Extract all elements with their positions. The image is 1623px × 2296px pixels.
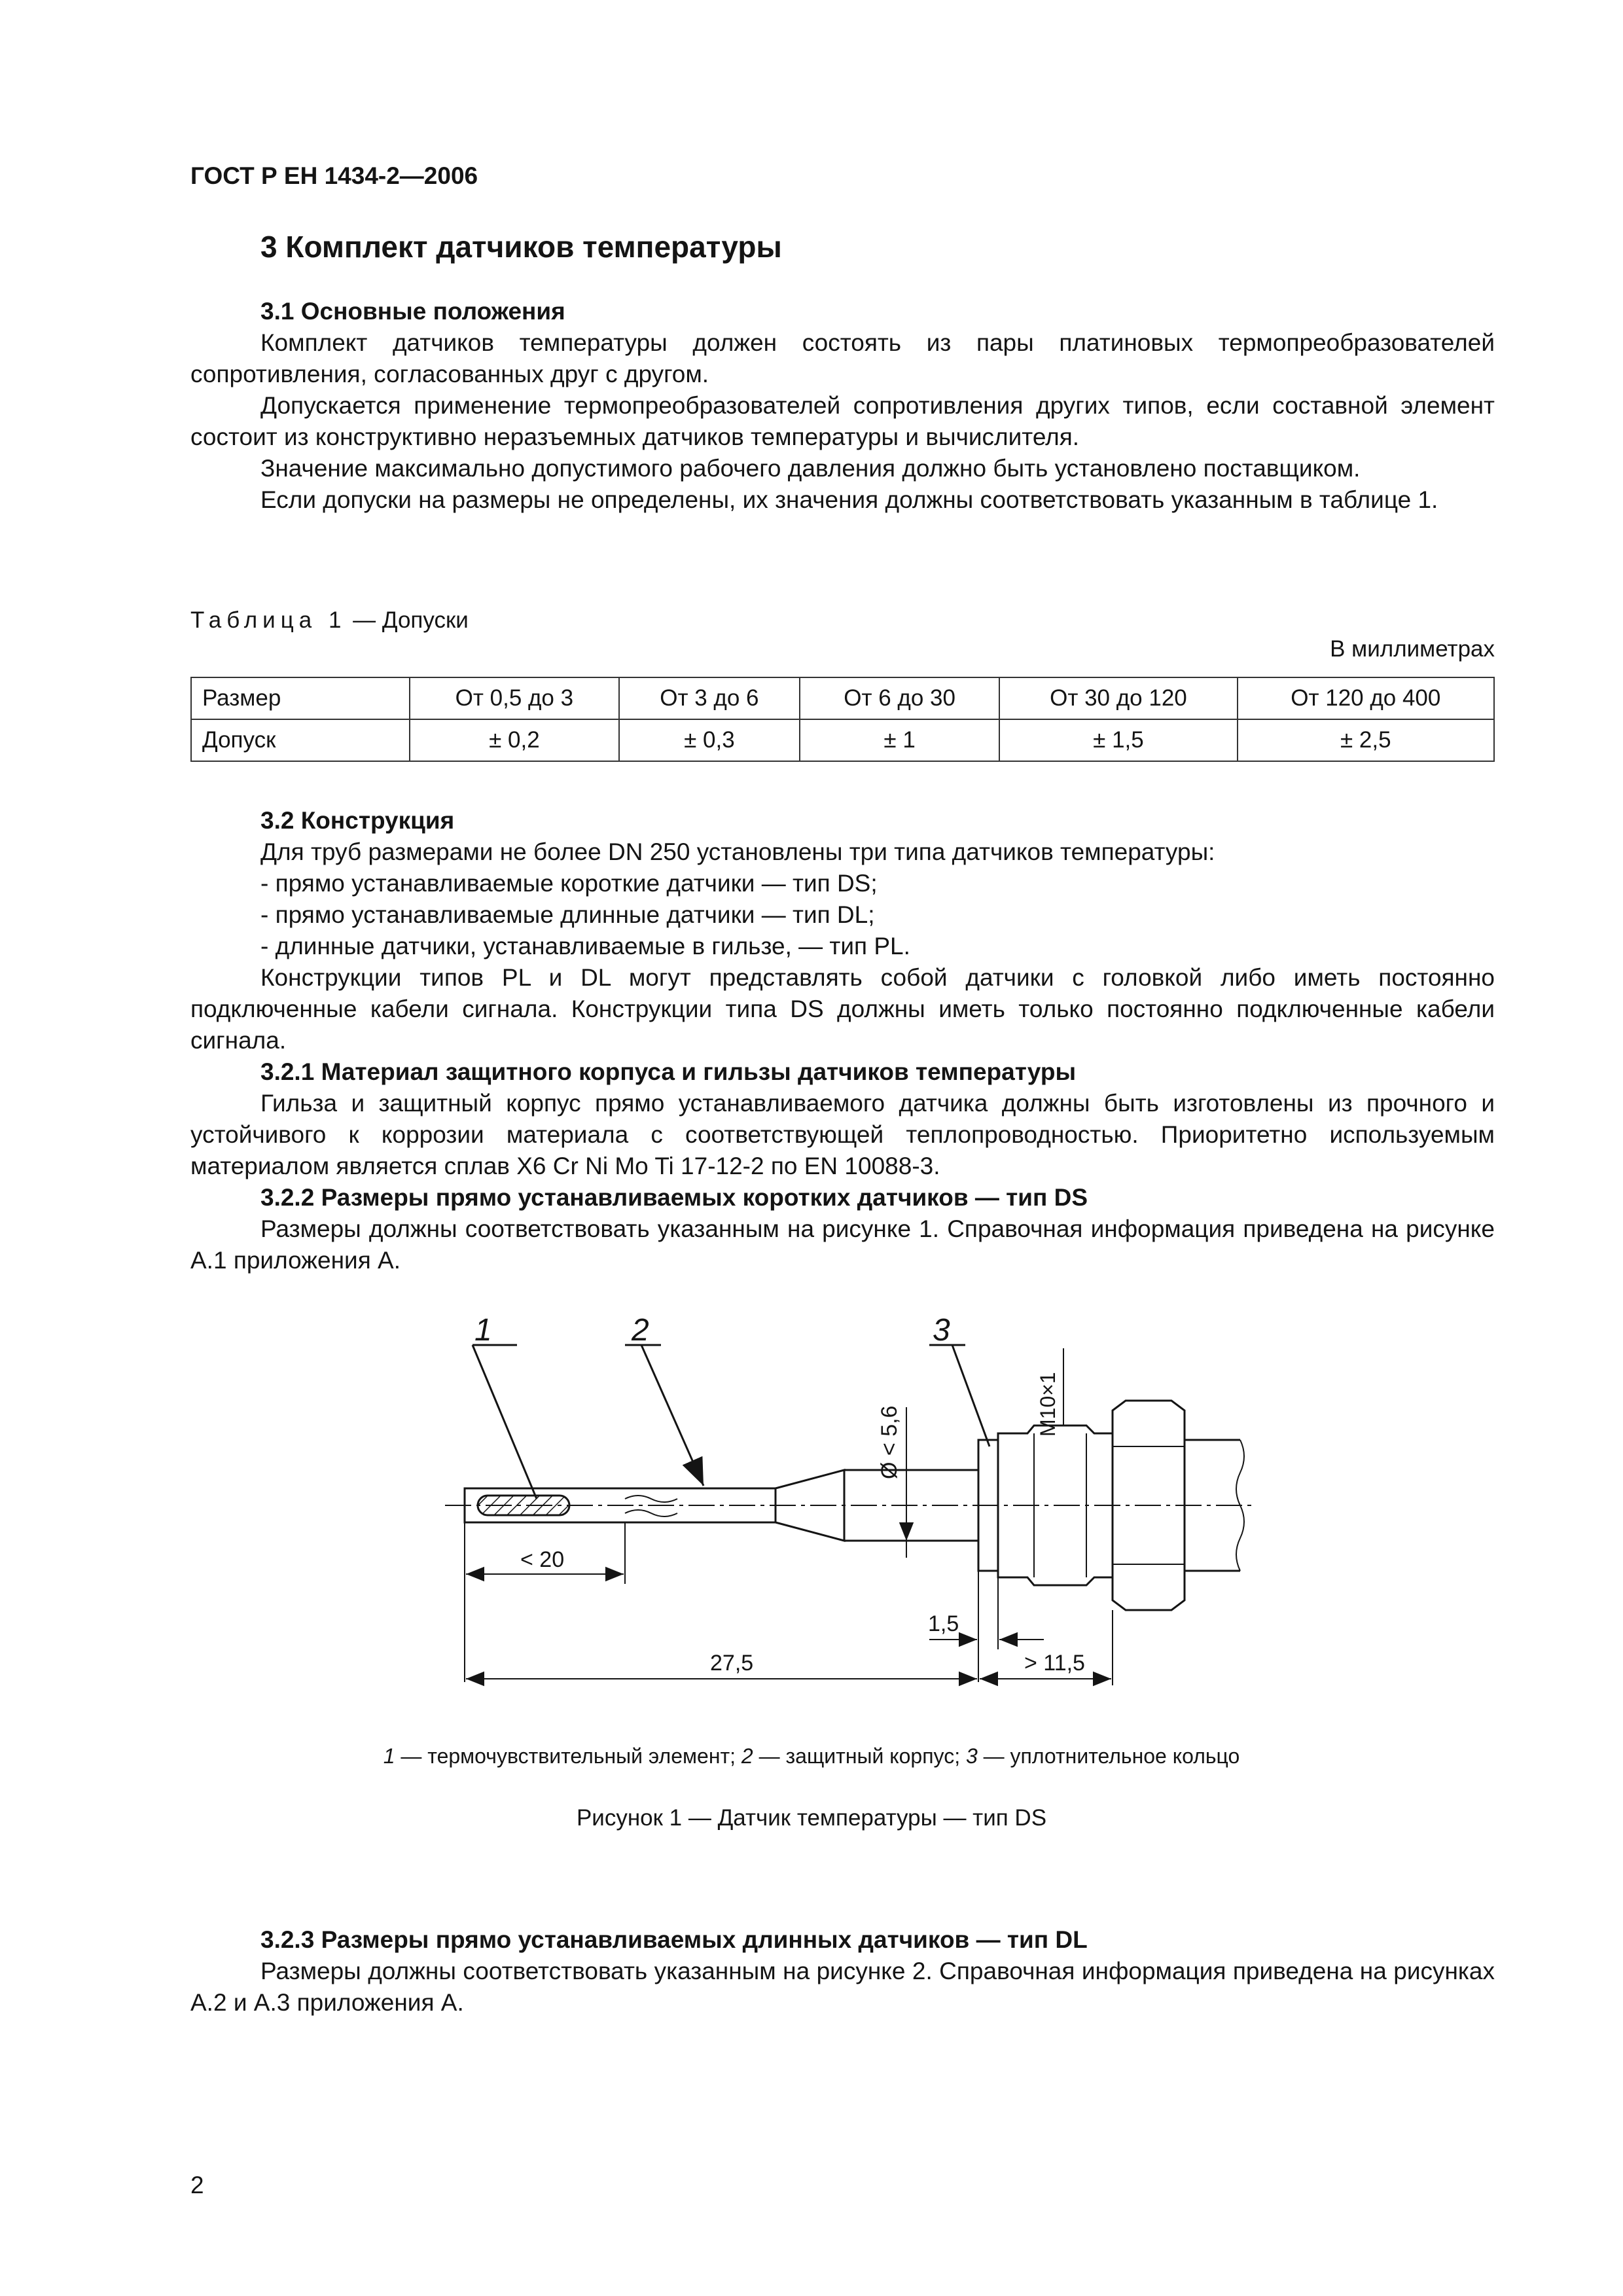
table-cell: ± 1	[800, 719, 999, 761]
subsection-title: 3.2.2 Размеры прямо устанавливаемых коротких датчиков — тип DS	[260, 1184, 1088, 1211]
paragraph: Размеры должны соответствовать указанным на рисунке 1. Справочная информация приведена на рисунке А.1 приложения А.	[190, 1215, 1495, 1274]
table-cell: ± 2,5	[1238, 719, 1494, 761]
table-cell: От 30 до 120	[999, 677, 1237, 719]
table-cell: ± 1,5	[999, 719, 1237, 761]
legend-num: 1	[383, 1744, 395, 1768]
legend-num: 3	[965, 1744, 978, 1768]
dim-gt11-5: > 11,5	[1024, 1651, 1085, 1676]
callout-2: 2	[632, 1313, 649, 1348]
section-3-2-3	[190, 1924, 1495, 2018]
paragraph: Если допуски на размеры не определены, их значения должны соответствовать указанным в таблице 1.	[260, 486, 1438, 513]
break-line	[625, 1510, 677, 1516]
list-item: - длинные датчики, устанавливаемые в гильзе, — тип PL.	[260, 933, 910, 960]
legend-num: 2	[741, 1744, 753, 1768]
subsection-title: 3.1 Основные положения	[260, 298, 565, 325]
table-cell: ± 0,3	[619, 719, 800, 761]
paragraph: Гильза и защитный корпус прямо устанавливаемого датчика должны быть изготовлены из прочного и устойчивого к коррозии материала с соответствующей теплопроводностью. Приоритетно используемым материалом является сплав X6 Cr Ni Mo Ti 17-12-2 по EN 10088-3.	[190, 1090, 1495, 1179]
document-id: ГОСТ Р ЕН 1434-2—2006	[190, 162, 478, 189]
table-cell: От 0,5 до 3	[410, 677, 619, 719]
dim-thread: M10×1	[1036, 1372, 1060, 1437]
section-title: 3 Комплект датчиков температуры	[260, 230, 782, 264]
table-cell: Размер	[191, 677, 410, 719]
table-cell: ± 0,2	[410, 719, 619, 761]
table-cell: От 3 до 6	[619, 677, 800, 719]
dim-lt20: < 20	[520, 1547, 565, 1572]
dim-diameter: Ø < 5,6	[877, 1405, 902, 1479]
table-caption-text: — Допуски	[346, 607, 469, 633]
subsection-title: 3.2.1 Материал защитного корпуса и гильзы датчиков температуры	[260, 1058, 1077, 1085]
figure-caption: Рисунок 1 — Датчик температуры — тип DS	[576, 1805, 1047, 1831]
list-item: - прямо устанавливаемые длинные датчики — тип DL;	[260, 901, 875, 928]
table-units: В миллиметрах	[1330, 636, 1495, 662]
callout-1: 1	[474, 1313, 492, 1348]
section-3-1	[190, 296, 1495, 516]
table-caption-prefix: Таблица 1	[190, 607, 347, 633]
dim-27-5: 27,5	[710, 1651, 754, 1676]
table-cell: От 120 до 400	[1238, 677, 1494, 719]
legend-text: — термочувствительный элемент;	[395, 1744, 741, 1768]
table-row	[191, 677, 1494, 719]
table-cell: От 6 до 30	[800, 677, 999, 719]
figure-legend	[0, 1744, 1623, 1768]
page-number: 2	[190, 2172, 204, 2198]
paragraph: Допускается применение термопреобразователей сопротивления других типов, если составной элемент состоит из конструктивно неразъемных датчиков температуры и вычислителя.	[190, 392, 1495, 450]
paragraph: Значение максимально допустимого рабочего давления должно быть установлено поставщиком.	[260, 455, 1361, 482]
paragraph: Для труб размерами не более DN 250 установлены три типа датчиков температуры:	[260, 838, 1215, 865]
paragraph: Комплект датчиков температуры должен состоять из пары платиновых термопреобразователей сопротивления, согласованных друг с другом.	[190, 329, 1495, 387]
figure-sensor-ds	[419, 1306, 1270, 1712]
subsection-title: 3.2 Конструкция	[260, 807, 455, 834]
tolerance-table	[190, 677, 1495, 762]
table-row	[191, 719, 1494, 761]
list-item: - прямо устанавливаемые короткие датчики — тип DS;	[260, 870, 878, 897]
break-line	[625, 1496, 677, 1502]
subsection-title: 3.2.3 Размеры прямо устанавливаемых длинных датчиков — тип DL	[260, 1926, 1088, 1953]
legend-text: — уплотнительное кольцо	[977, 1744, 1240, 1768]
dim-1-5: 1,5	[928, 1611, 959, 1636]
section-3-2	[190, 805, 1495, 1276]
table-caption	[190, 607, 469, 634]
legend-text: — защитный корпус;	[753, 1744, 966, 1768]
callout-3: 3	[933, 1313, 950, 1348]
paragraph: Конструкции типов PL и DL могут представлять собой датчики с головкой либо иметь постоянно подключенные кабели сигнала. Конструкции типа DS должны иметь только постоянно подключенные кабели сигнала.	[190, 964, 1495, 1054]
sensing-element	[478, 1496, 569, 1515]
table-cell: Допуск	[191, 719, 410, 761]
paragraph: Размеры должны соответствовать указанным на рисунке 2. Справочная информация приведена на рисунках А.2 и А.3 приложения А.	[190, 1958, 1495, 2016]
